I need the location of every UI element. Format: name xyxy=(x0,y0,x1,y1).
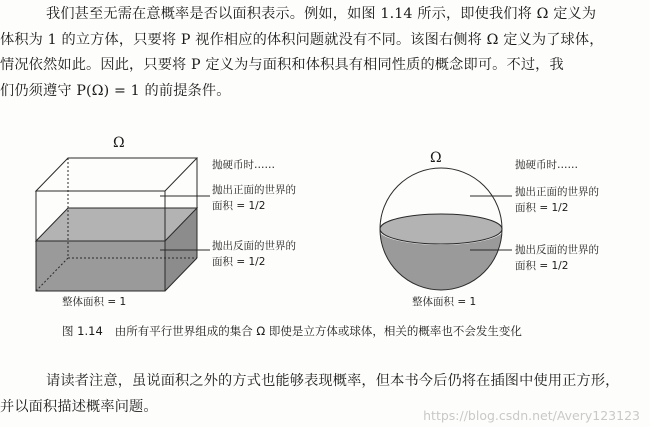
cube-top-face xyxy=(36,158,197,191)
para1-line-3: 情况依然如此。因此，只要将 P 定义为与面积和体积具有相同性质的概念即可。不过，我 xyxy=(0,57,564,73)
sphere-tails-label-2: 面积 = 1/2 xyxy=(515,260,569,272)
cube-heads-label-1: 抛出正面的世界的 xyxy=(212,184,296,196)
cube-throw-label: 抛硬币时…… xyxy=(212,159,275,171)
para1-line-1: 我们甚至无需在意概率是否以面积表示。例如，如图 1.14 所示，即使我们将 Ω 定义为 xyxy=(46,6,597,22)
cube-omega-label: Ω xyxy=(113,135,125,151)
figure-caption xyxy=(62,323,522,339)
sphere-heads-label-2: 面积 = 1/2 xyxy=(515,202,569,214)
sphere-total-label: 整体面积 = 1 xyxy=(412,296,477,308)
sphere-throw-label: 抛硬币时…… xyxy=(515,159,578,171)
para1-line-4: 们仍须遵守 P(Ω) = 1 的前提条件。 xyxy=(0,82,231,99)
watermark: https://blog.csdn.net/Avery123123 xyxy=(423,408,640,423)
para1-line-2: 体积为 1 的立方体，只要将 P 视作相应的体积问题就没有不同。该图右侧将 Ω 定义为了球体， xyxy=(0,31,604,48)
sphere-diagram xyxy=(378,168,512,300)
cube-diagram xyxy=(36,158,210,291)
sphere-tails-label-1: 抛出反面的世界的 xyxy=(515,244,599,256)
cube-tails-label-2: 面积 = 1/2 xyxy=(212,256,266,268)
para2-line-2: 并以面积描述概率问题。 xyxy=(0,398,158,415)
sphere-cut-plane xyxy=(380,214,502,244)
caption-number: 图 1.14 xyxy=(62,324,103,338)
cube-total-label: 整体面积 = 1 xyxy=(62,296,127,308)
cube-lower-half-front xyxy=(36,241,165,291)
cube-tails-label-1: 抛出反面的世界的 xyxy=(212,240,296,252)
cube-heads-label-2: 面积 = 1/2 xyxy=(212,200,266,212)
para2-line-1: 请读者注意，虽说面积之外的方式也能够表现概率，但本书今后仍将在插图中使用正方形， xyxy=(46,373,620,389)
caption-text: 由所有平行世界组成的集合 Ω 即使是立方体或球体，相关的概率也不会发生变化 xyxy=(114,324,522,338)
sphere-heads-label-1: 抛出正面的世界的 xyxy=(515,186,599,198)
sphere-omega-label: Ω xyxy=(430,150,442,166)
